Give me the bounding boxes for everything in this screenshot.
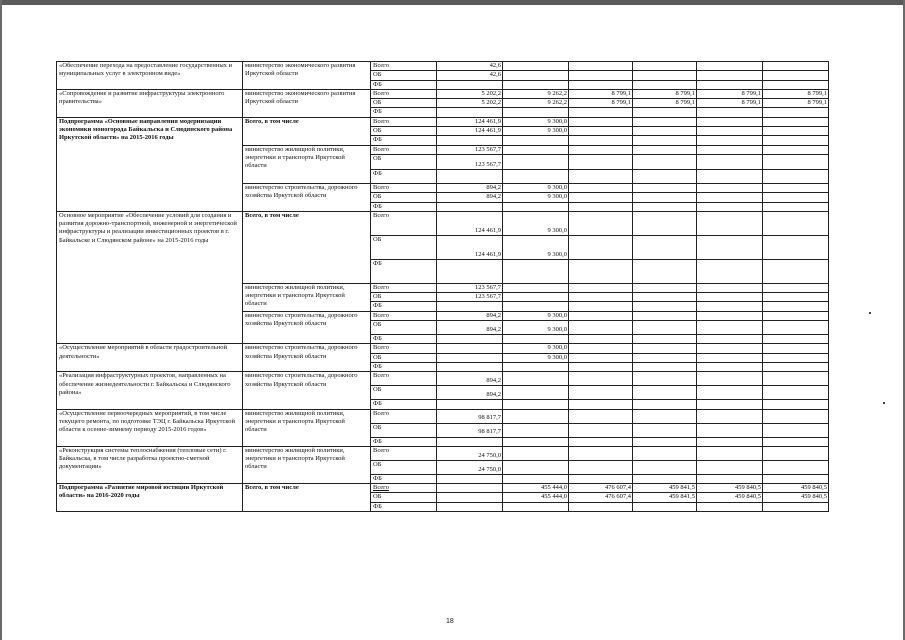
value-cell: 894,2 <box>437 386 503 400</box>
program-cell: «Осуществление мероприятий в области градостроительной деятельности» <box>57 344 243 372</box>
funding-kind: ФБ <box>371 80 437 89</box>
program-cell: «Реконструкция системы теплоснабжения (тепловые сети) г. Байкальска, в том числе разработка проектно-сметной документации» <box>57 446 243 483</box>
funding-kind: ОБ <box>371 423 437 437</box>
table-row <box>57 117 829 126</box>
program-cell: «Сопровождение и развитие инфраструктуры электронного правительства» <box>57 89 243 117</box>
value-cell: 124 461,9 <box>437 117 503 126</box>
value-cell: 9 300,0 <box>503 353 569 362</box>
funding-kind: ОБ <box>371 127 437 136</box>
value-cell <box>697 62 763 71</box>
value-cell: 459 841,5 <box>633 484 697 493</box>
value-cell: 894,2 <box>437 321 503 335</box>
value-cell: 9 300,0 <box>503 127 569 136</box>
funding-kind: ОБ <box>371 193 437 202</box>
executor-cell: министерство строительства, дорожного хозяйства Иркутской области <box>243 344 371 372</box>
funding-kind: ФБ <box>371 108 437 117</box>
executor-cell: Всего, в том числе <box>243 211 371 283</box>
funding-kind: ФБ <box>371 474 437 483</box>
table-row <box>57 62 829 71</box>
scan-border-top <box>0 0 905 5</box>
value-cell: 9 300,0 <box>503 117 569 126</box>
value-cell: 9 300,0 <box>503 321 569 335</box>
table-row <box>57 89 829 98</box>
funding-kind: ФБ <box>371 502 437 511</box>
value-cell: 9 300,0 <box>503 311 569 320</box>
executor-cell: министерство жилищной политики, энергетики и транспорта Иркутской области <box>243 145 371 183</box>
subprogram-cell: Подпрограмма «Развитие мировой юстиции Иркутской области» на 2016-2020 годы <box>57 484 243 512</box>
value-cell: 8 799,1 <box>763 99 829 108</box>
executor-cell: министерство экономического развития Иркутской области <box>243 62 371 90</box>
funding-kind: ОБ <box>371 386 437 400</box>
scan-border-left <box>0 0 2 640</box>
value-cell: 9 300,0 <box>503 235 569 259</box>
value-cell <box>503 62 569 71</box>
value-cell: 123 567,7 <box>437 145 503 154</box>
value-cell: 9 262,2 <box>503 99 569 108</box>
value-cell: 9 262,2 <box>503 89 569 98</box>
value-cell: 5 202,2 <box>437 89 503 98</box>
funding-kind: ФБ <box>371 169 437 183</box>
funding-kind: Всего <box>371 484 437 493</box>
funding-kind: ОБ <box>371 154 437 169</box>
subprogram-cell: Подпрограмма «Основные направления модернизации экономики моногорода Байкальска и Слюдянского района Иркутской области» на 2015-2016 годы <box>57 117 243 211</box>
value-cell: 476 607,4 <box>569 493 633 502</box>
value-cell: 8 799,1 <box>633 89 697 98</box>
value-cell: 894,2 <box>437 372 503 386</box>
value-cell <box>763 71 829 80</box>
value-cell: 894,2 <box>437 193 503 202</box>
value-cell <box>503 71 569 80</box>
value-cell: 459 840,5 <box>697 493 763 502</box>
funding-kind: ФБ <box>371 362 437 371</box>
funding-kind: Всего <box>371 145 437 154</box>
value-cell <box>633 71 697 80</box>
value-cell: 459 840,5 <box>763 493 829 502</box>
main-activity-cell: Основное мероприятие «Обеспечение условий для создания и развития дорожно-транспортной, инженерной и энергетической инфраструктуры и реализации инвестиционных проектов в г. Байкальске и Слюдянском районе» на 2015-2016 годы <box>57 211 243 343</box>
funding-kind: Всего <box>371 446 437 460</box>
value-cell: 124 461,9 <box>437 211 503 235</box>
scan-speck <box>869 312 871 314</box>
funding-kind: ФБ <box>371 136 437 145</box>
value-cell: 459 840,5 <box>697 484 763 493</box>
page-number: 18 <box>446 618 454 625</box>
value-cell: 42,6 <box>437 71 503 80</box>
funding-kind: ФБ <box>371 302 437 311</box>
value-cell <box>763 62 829 71</box>
executor-cell: министерство строительства, дорожного хозяйства Иркутской области <box>243 183 371 211</box>
executor-cell: министерство жилищной политики, энергетики и транспорта Иркутской области <box>243 283 371 311</box>
value-cell <box>569 71 633 80</box>
value-cell: 9 300,0 <box>503 193 569 202</box>
funding-kind: Всего <box>371 62 437 71</box>
table-row <box>57 409 829 423</box>
executor-cell: министерство жилищной политики, энергетики и транспорта Иркутской области <box>243 409 371 446</box>
value-cell: 455 444,0 <box>503 484 569 493</box>
table-row <box>57 211 829 235</box>
value-cell: 9 300,0 <box>503 183 569 192</box>
executor-cell: министерство экономического развития Иркутской области <box>243 89 371 117</box>
funding-kind: ОБ <box>371 293 437 302</box>
funding-kind: ФБ <box>371 259 437 283</box>
value-cell: 9 300,0 <box>503 344 569 353</box>
funding-kind: ОБ <box>371 71 437 80</box>
value-cell: 24 750,0 <box>437 446 503 460</box>
budget-table-container <box>56 61 828 512</box>
value-cell: 123 567,7 <box>437 154 503 169</box>
value-cell: 8 799,1 <box>569 99 633 108</box>
value-cell: 455 444,0 <box>503 493 569 502</box>
value-cell <box>633 62 697 71</box>
value-cell <box>569 62 633 71</box>
budget-table <box>56 61 829 512</box>
value-cell: 8 799,1 <box>697 99 763 108</box>
funding-kind: ОБ <box>371 460 437 474</box>
executor-cell: министерство жилищной политики, энергетики и транспорта Иркутской области <box>243 446 371 483</box>
program-cell: «Осуществление первоочередных мероприятий, в том числе текущего ремонта, по подготовке ТЭЦ г. Байкальска Иркутской области к осенне-зимнему периоду 2015-2016 годов» <box>57 409 243 446</box>
value-cell: 476 607,4 <box>569 484 633 493</box>
funding-kind: ОБ <box>371 235 437 259</box>
value-cell: 8 799,1 <box>763 89 829 98</box>
executor-cell: министерство строительства, дорожного хозяйства Иркутской области <box>243 372 371 409</box>
executor-cell: Всего, в том числе <box>243 117 371 145</box>
executor-cell: Всего, в том числе <box>243 484 371 512</box>
value-cell: 8 799,1 <box>697 89 763 98</box>
value-cell: 124 461,9 <box>437 127 503 136</box>
value-cell: 459 840,5 <box>763 484 829 493</box>
funding-kind: Всего <box>371 117 437 126</box>
table-row <box>57 344 829 353</box>
value-cell: 894,2 <box>437 311 503 320</box>
value-cell: 8 799,1 <box>633 99 697 108</box>
scan-speck <box>883 402 885 404</box>
funding-kind: Всего <box>371 211 437 235</box>
funding-kind: ОБ <box>371 321 437 335</box>
value-cell: 9 300,0 <box>503 211 569 235</box>
value-cell: 123 567,7 <box>437 293 503 302</box>
value-cell: 42,6 <box>437 62 503 71</box>
funding-kind: ФБ <box>371 400 437 409</box>
table-row <box>57 484 829 493</box>
value-cell: 5 202,2 <box>437 99 503 108</box>
funding-kind: ФБ <box>371 335 437 344</box>
executor-cell: министерство строительства, дорожного хозяйства Иркутской области <box>243 311 371 344</box>
funding-kind: ФБ <box>371 202 437 211</box>
funding-kind: Всего <box>371 183 437 192</box>
funding-kind: Всего <box>371 409 437 423</box>
value-cell: 98 817,7 <box>437 409 503 423</box>
funding-kind: ОБ <box>371 353 437 362</box>
value-cell: 123 567,7 <box>437 283 503 292</box>
value-cell <box>697 71 763 80</box>
value-cell: 24 750,0 <box>437 460 503 474</box>
funding-kind: ОБ <box>371 99 437 108</box>
funding-kind: Всего <box>371 311 437 320</box>
funding-kind: ОБ <box>371 493 437 502</box>
funding-kind: Всего <box>371 372 437 386</box>
program-cell: «Обеспечение перехода на предоставление государственных и муниципальных услуг в электронном виде» <box>57 62 243 90</box>
table-row <box>57 372 829 386</box>
funding-kind: ФБ <box>371 437 437 446</box>
value-cell: 894,2 <box>437 183 503 192</box>
value-cell: 459 841,5 <box>633 493 697 502</box>
funding-kind: Всего <box>371 344 437 353</box>
value-cell: 98 817,7 <box>437 423 503 437</box>
program-cell: «Реализация инфраструктурных проектов, направленных на обеспечение жизнедеятельности г. Байкальска и Слюдянского района» <box>57 372 243 409</box>
funding-kind: Всего <box>371 283 437 292</box>
value-cell: 8 799,1 <box>569 89 633 98</box>
value-cell: 124 461,9 <box>437 235 503 259</box>
funding-kind: Всего <box>371 89 437 98</box>
table-row <box>57 446 829 460</box>
